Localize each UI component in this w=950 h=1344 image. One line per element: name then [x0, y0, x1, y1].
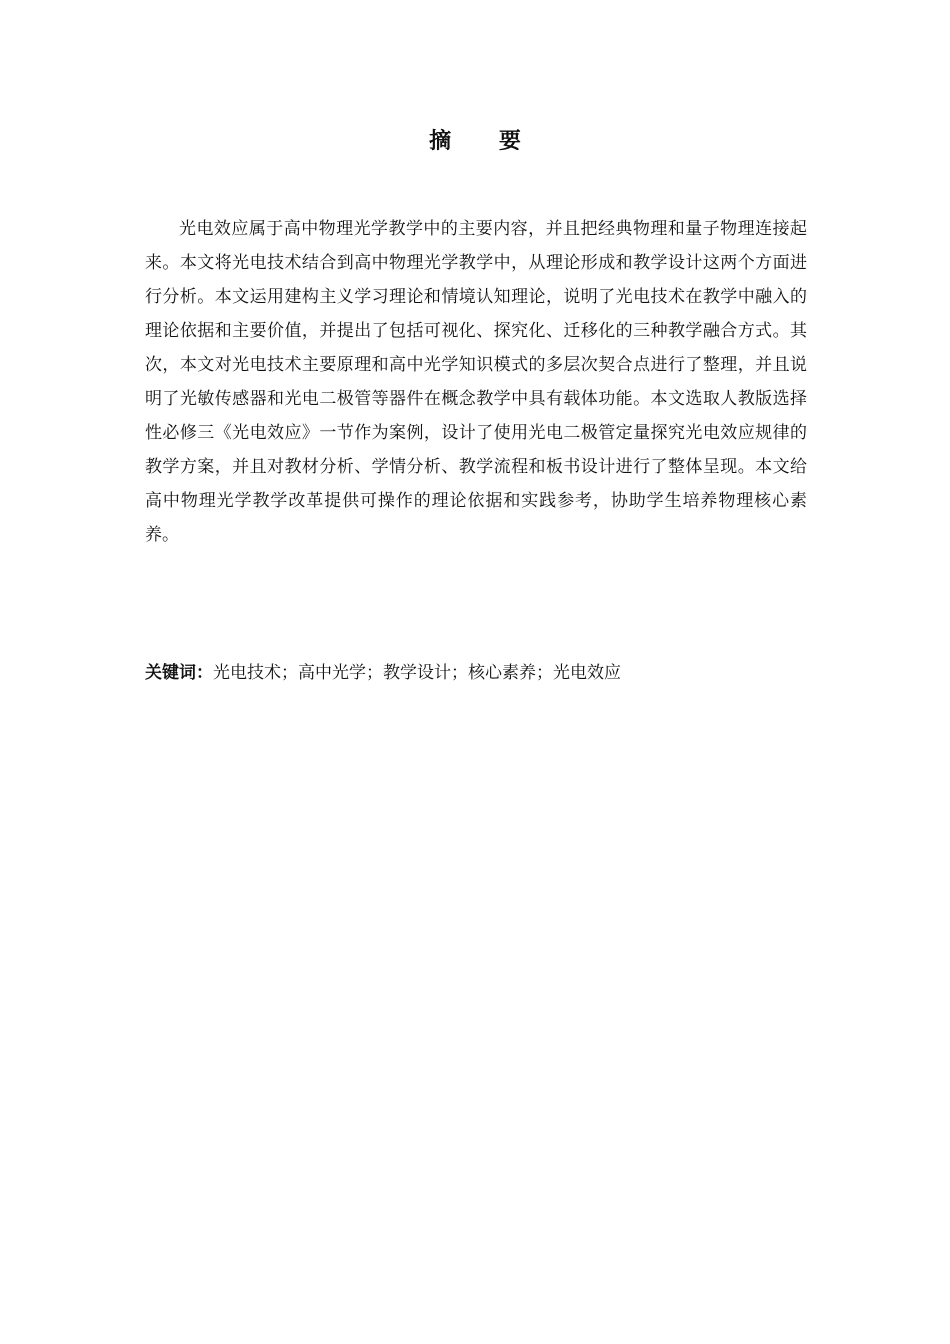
keywords-line: [145, 657, 807, 689]
abstract-paragraph: 光电效应属于高中物理光学教学中的主要内容，并且把经典物理和量子物理连接起来。本文将光电技术结合到高中物理光学教学中，从理论形成和教学设计这两个方面进行分析。本文运用建构主义学习理论和情境认知理论，说明了光电技术在教学中融入的理论依据和主要价值，并提出了包括可视化、探究化、迁移化的三种教学融合方式。其次，本文对光电技术主要原理和高中光学知识模式的多层次契合点进行了整理，并且说明了光敏传感器和光电二极管等器件在概念教学中具有载体功能。本文选取人教版选择性必修三《光电效应》一节作为案例，设计了使用光电二极管定量探究光电效应规律的教学方案，并且对教材分析、学情分析、教学流程和板书设计进行了整体呈现。本文给高中物理光学教学改革提供可操作的理论依据和实践参考，协助学生培养物理核心素养。: [145, 219, 807, 545]
keywords-list: 光电技术；高中光学；教学设计；核心素养；光电效应: [213, 663, 621, 683]
abstract-title: 摘 要: [429, 129, 541, 154]
keywords-label: 关键词：: [145, 663, 213, 683]
